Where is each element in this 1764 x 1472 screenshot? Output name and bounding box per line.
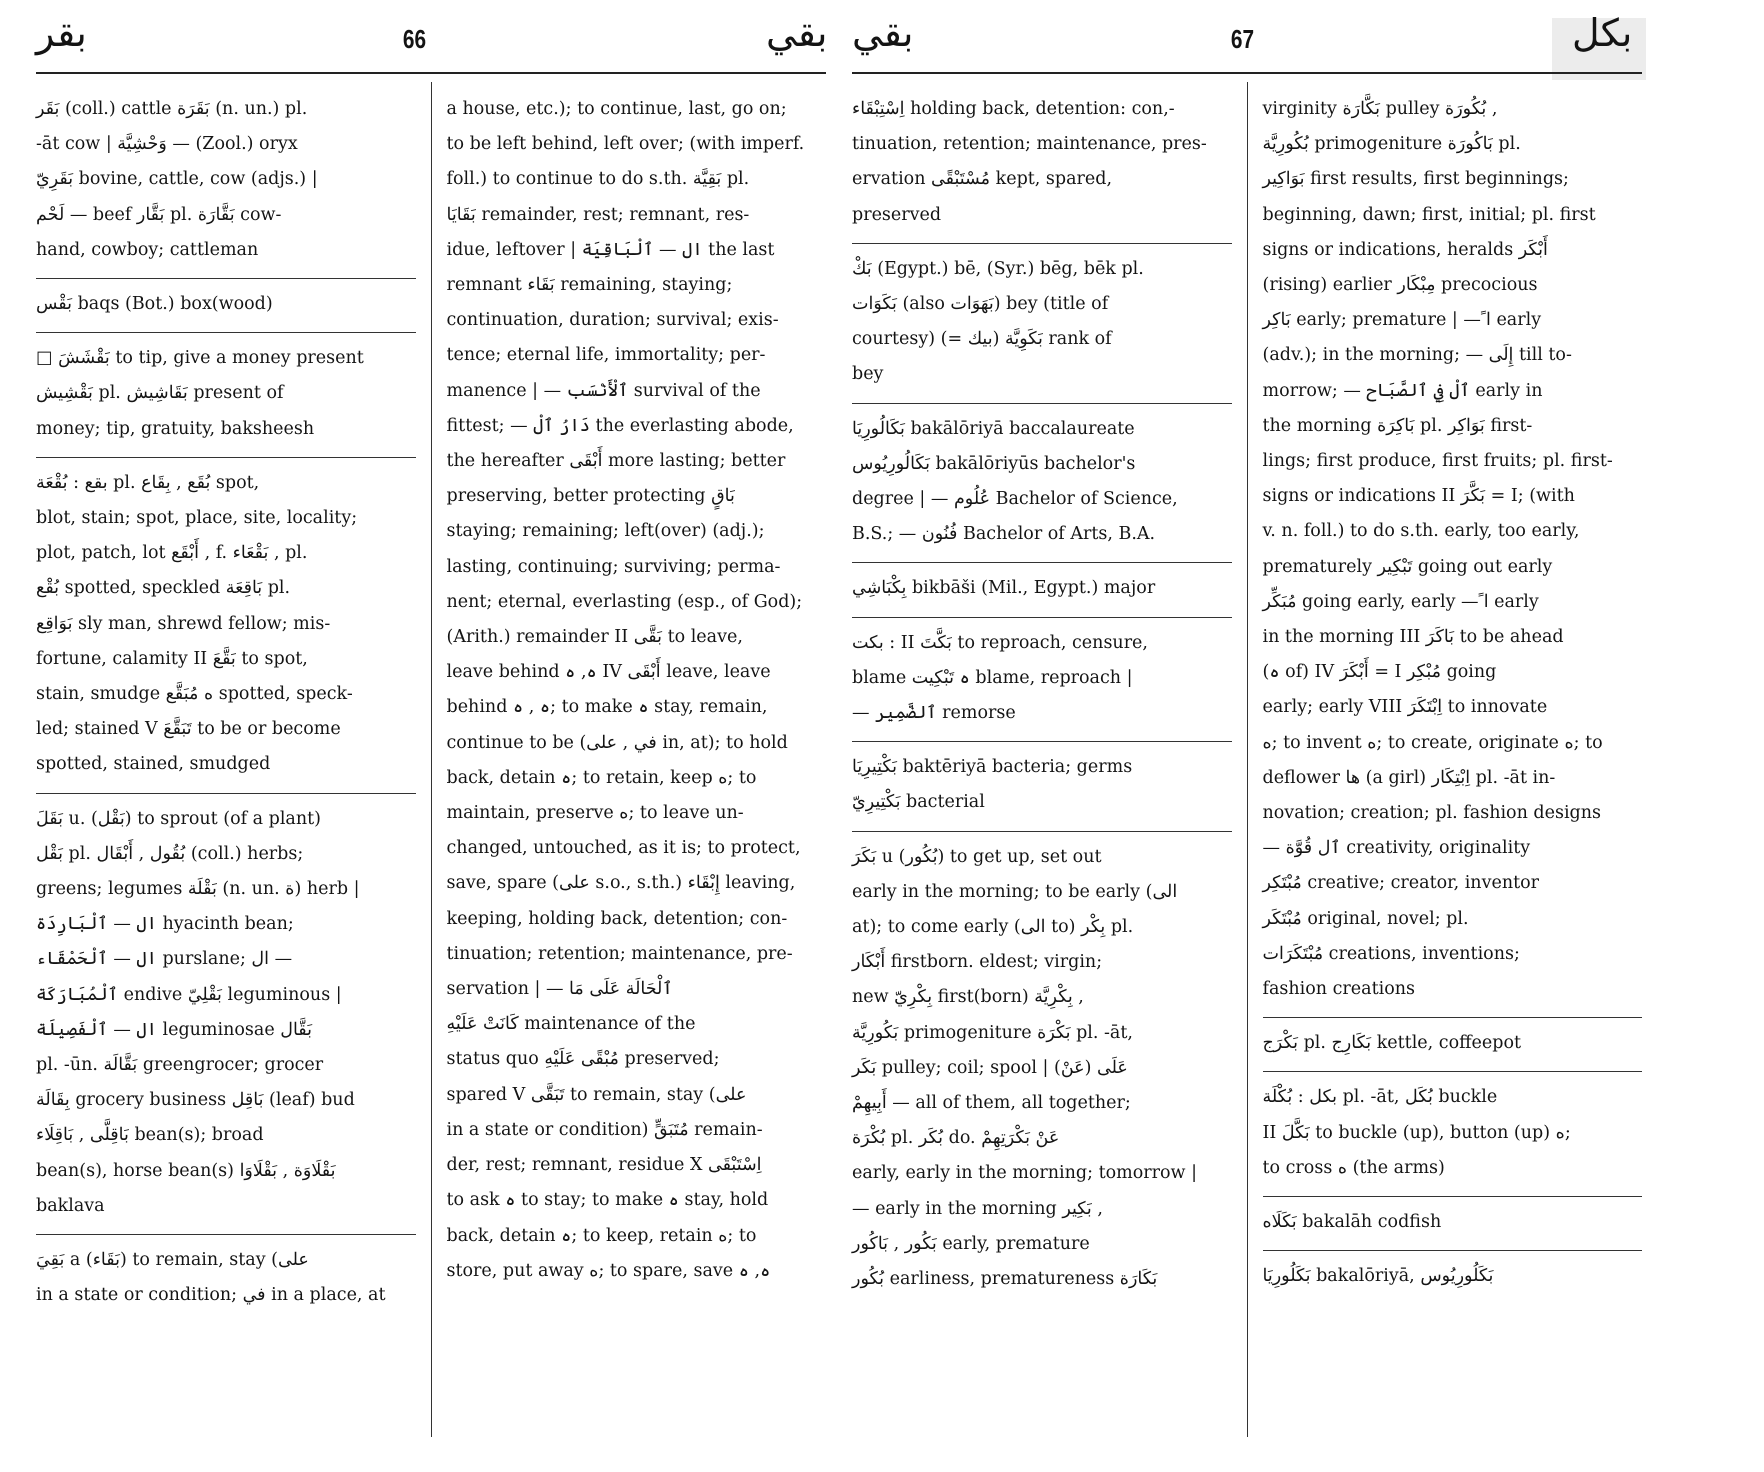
entry-line: بَوَاقِع sly man, shrewd fellow; mis-: [36, 613, 331, 634]
entry-line: بَكْتِيرِيَا baktēriyā bacteria; germs: [852, 757, 1133, 778]
dictionary-entry: [36, 464, 416, 794]
page-columns: [36, 82, 826, 1437]
entry-line: blot, stain; spot, place, site, locality;: [36, 508, 358, 529]
entry-line: foll.) to continue to do s.th. بَقِيَّة pl.: [446, 169, 750, 190]
entry-line: ال — ٱلْبَارِدَة hyacinth bean;: [36, 914, 294, 935]
entry-line: novation; creation; pl. fashion designs: [1262, 803, 1602, 824]
entry-line: to be left behind, left over; (with imperf.: [446, 134, 805, 155]
entry-line: lasting, continuing; surviving; perma-: [446, 556, 781, 577]
entry-line: signs or indications II بَكَّرَ = I; (with: [1262, 486, 1575, 507]
entry-line: أَبِيهِمْ — all of them, all together;: [852, 1093, 1131, 1114]
dictionary-entry: [852, 569, 1232, 617]
entry-line: deflower ها (a girl) اِبْتِكَار pl. -āt in-: [1262, 767, 1556, 788]
dictionary-entry: [1263, 1078, 1643, 1197]
dictionary-entry: [852, 748, 1232, 831]
entry-line: (rising) earlier مِبْكَار precocious: [1262, 275, 1538, 296]
entry-line: der, rest; remnant, residue X اِسْتَبْقَى: [446, 1155, 762, 1176]
entry-line: بكل : بُكْلَة pl. -āt, بُكَل buckle: [1262, 1087, 1498, 1108]
entry-line: (ہ of) IV أَبْكَرَ = I مُبْكِر going: [1262, 662, 1497, 683]
dictionary-entry: [36, 800, 416, 1235]
entry-line: early in the morning; to be early (الى: [852, 881, 1178, 902]
entry-line: ال — ٱلْحَمْقَاء purslane; ال —: [36, 949, 293, 970]
dictionary-entry: [852, 838, 1232, 1308]
entry-line: لَحْم — beef بَقَّار pl. بَقَّارَة cow-: [36, 204, 282, 225]
entry-line: manence | — ٱلْأَنْسَب survival of the: [446, 380, 761, 401]
entry-line: save, spare (على s.o., s.th.) إِبْقَاء leaving,: [446, 873, 796, 894]
entry-line: بَاقِلَّى , بَاقِلَاء bean(s); broad: [36, 1125, 264, 1146]
entry-line: fashion creations: [1262, 979, 1416, 1000]
page-header: [36, 0, 826, 76]
header-guide-word-last: بقر: [36, 11, 87, 55]
entry-line: بَكَلَاه bakalāh codfish: [1262, 1212, 1442, 1233]
dictionary-entry: [36, 339, 416, 458]
entry-line: ه; to invent ه; to create, originate ه; to: [1262, 732, 1603, 753]
entry-line: B.S.; — فُنُون Bachelor of Arts, B.A.: [852, 524, 1156, 545]
entry-line: -āt cow | وَحْشِيَّة — (Zool.) oryx: [36, 134, 298, 155]
entry-line: hand, cowboy; cattleman: [36, 239, 259, 260]
entry-line: بَكْرَج pl. بَكَارِج kettle, coffeepot: [1262, 1033, 1522, 1054]
entry-line: early, early in the morning; tomorrow |: [852, 1163, 1197, 1184]
entry-line: preserving, better protecting بَاقٍ: [446, 486, 735, 507]
entry-line: اِسْتِبْقَاء holding back, detention: con,-: [852, 99, 1175, 119]
entry-line: a house, etc.); to continue, last, go on;: [446, 99, 787, 119]
entry-line: كَانَتْ عَلَيْهِ maintenance of the: [446, 1014, 696, 1035]
header-guide-word-last: بكل: [1572, 11, 1633, 55]
dictionary-entry: [36, 1241, 416, 1323]
header-guide-word-first: بقي: [852, 11, 914, 55]
entry-line: bean(s), horse bean(s) بَقْلَاوَة , بَقْلَاوَا: [36, 1160, 336, 1181]
entry-line: in the morning III بَاكَرَ to be ahead: [1262, 627, 1564, 648]
entry-line: بُقْع spotted, speckled بَاقِعَة pl.: [36, 578, 291, 599]
column-divider: [431, 82, 432, 1437]
entry-line: stain, smudge ه مُبَقَّع spotted, speck-: [36, 684, 353, 705]
entry-line: أَبْكَار firstborn. eldest; virgin;: [852, 952, 1103, 973]
right-page: [852, 0, 1642, 1290]
entry-line: fittest; — دَارُ ٱلْ the everlasting abode,: [446, 415, 794, 436]
entry-line: بَكْتِيرِيّ bacterial: [852, 792, 985, 813]
entry-line: — ٱل قُوَّة creativity, originality: [1262, 838, 1531, 859]
entry-line: virginity بَكَّارَة pulley بُكُورَة ,: [1262, 99, 1498, 119]
entry-line: — ٱلضَّمِير remorse: [852, 703, 1016, 724]
dictionary-entry: [1263, 1024, 1643, 1072]
dictionary-entry: [447, 90, 827, 1299]
entry-line: money; tip, gratuity, baksheesh: [36, 418, 315, 439]
column-1: [852, 82, 1232, 1437]
entry-line: بَكَالُورِيَا bakālōriyā baccalaureate: [852, 418, 1135, 439]
page-columns: [852, 82, 1642, 1437]
dictionary-entry: [852, 624, 1232, 743]
entry-line: v. n. foll.) to do s.th. early, too early,: [1262, 521, 1580, 542]
page-number: 67: [1230, 24, 1255, 54]
entry-line: ال — ٱلْفَصِيلَة leguminosae بَقَّال: [36, 1019, 313, 1040]
entry-line: مُبْتَكِر creative; creator, inventor: [1262, 873, 1540, 894]
entry-line: preserved: [852, 204, 942, 225]
entry-line: بقع : بُقْعَة pl. بُقَع , بِقَاع spot,: [36, 472, 260, 493]
dictionary-entry: [1263, 90, 1643, 1018]
entry-line: بَكَر pulley; coil; spool | (عَنْ) عَلَى: [852, 1057, 1128, 1078]
entry-line: greens; legumes بَقْلَة (n. un. ة) herb |: [36, 879, 360, 900]
column-2: [1263, 82, 1643, 1437]
entry-line: بَقِيَ a (بَقَاء) to remain, stay (على: [36, 1250, 309, 1271]
entry-line: بَوَاكِير first results, first beginnings;: [1262, 169, 1569, 190]
entry-line: (Arith.) remainder II بَقَّى to leave,: [446, 627, 743, 648]
entry-line: بُكْرَة pl. بُكَر do. عَنْ بَكْرَتِهِمْ: [852, 1128, 1060, 1149]
dictionary-entry: [852, 410, 1232, 564]
entry-line: store, put away ه; to spare, save ه, ہ: [446, 1260, 771, 1281]
entry-line: morrow; — ٱلْ فِي ٱلصَّبَاح early in: [1262, 380, 1543, 401]
header-rule: [852, 72, 1642, 74]
entry-line: بِكْبَاشِي bikbāši (Mil., Egypt.) major: [852, 578, 1156, 599]
entry-line: remnant بَقَاء remaining, staying;: [446, 275, 733, 296]
entry-line: at); to come early (الى to) بِكْر pl.: [852, 917, 1134, 938]
entry-line: بَاكِر early; premature | — ًا early: [1262, 310, 1542, 331]
entry-line: staying; remaining; left(over) (adj.);: [446, 521, 765, 542]
entry-line: tinuation; retention; maintenance, pre-: [446, 943, 793, 964]
dictionary-entry: [852, 90, 1232, 244]
entry-line: بَكْ (Egypt.) bē, (Syr.) bēg, bēk pl.: [852, 258, 1144, 279]
entry-line: spared V تَبَقَّى to remain, stay (على: [446, 1084, 747, 1105]
entry-line: signs or indications, heralds أَبْكَر: [1262, 239, 1548, 260]
entry-line: (adv.); in the morning; — إِلَى till to-: [1262, 345, 1572, 366]
entry-line: continuation, duration; survival; exis-: [446, 310, 779, 331]
dictionary-entry: [1263, 1203, 1643, 1251]
column-2: [447, 82, 827, 1437]
entry-line: back, detain ہ; to keep, retain ه; to: [446, 1225, 757, 1246]
entry-line: مُبْتَكَر original, novel; pl.: [1262, 908, 1469, 929]
dictionary-entry: [852, 250, 1232, 404]
entry-line: II بَكَّلَ to buckle (up), button (up) ه;: [1262, 1122, 1571, 1143]
entry-line: led; stained V تَبَقَّعَ to be or become: [36, 719, 341, 740]
dictionary-entry: [36, 285, 416, 333]
entry-line: spotted, stained, smudged: [36, 754, 271, 775]
entry-line: بَكُور , بَاكُور early, premature: [852, 1233, 1090, 1254]
entry-line: بُكُورِيَّة primogeniture بَاكُورَة pl.: [1262, 134, 1521, 155]
entry-line: to cross ه (the arms): [1262, 1157, 1445, 1178]
entry-line: بَكَلُورِيَا bakalōriyā, بَكَلُورِيُوس: [1262, 1266, 1494, 1287]
entry-line: fortune, calamity II بَقَّعَ to spot,: [36, 648, 308, 669]
entry-line: beginning, dawn; first, initial; pl. first: [1262, 204, 1596, 225]
entry-line: maintain, preserve ه; to leave un-: [446, 803, 744, 824]
column-1: [36, 82, 416, 1437]
entry-line: early; early VIII اِبْتَكَرَ to innovate: [1262, 697, 1548, 718]
entry-line: to ask ہ to stay; to make ہ stay, hold: [446, 1190, 769, 1211]
entry-line: changed, untouched, as it is; to protect,: [446, 838, 801, 859]
entry-line: بُكُور earliness, prematureness بَكَارَة: [852, 1269, 1158, 1290]
header-rule: [36, 72, 826, 74]
entry-line: prematurely تَبْكِير going out early: [1262, 556, 1553, 577]
entry-line: بَقْس baqs (Bot.) box(wood): [36, 294, 273, 315]
entry-line: بَقَايَا remainder, rest; remnant, res-: [446, 204, 750, 225]
entry-line: بَكَوَات (also بَهَوَات) bey (title of: [852, 294, 1109, 315]
entry-line: lings; first produce, first fruits; pl. first-: [1262, 451, 1613, 472]
entry-line: مُبَكِّر going early, early — ًا early: [1262, 591, 1539, 612]
entry-line: the morning بَاكِرَة pl. بَوَاكِر first-: [1262, 415, 1533, 436]
entry-line: idue, leftover | ال — ٱلْبَاقِيَة the last: [446, 239, 775, 260]
page-header: [852, 0, 1642, 76]
entry-line: plot, patch, lot أَبْقَع , f. بَقْعَاء , pl.: [36, 543, 308, 564]
entry-line: the hereafter أَبْقَى more lasting; better: [446, 451, 786, 472]
entry-line: blame ہ تَبْكِيت blame, reproach |: [852, 667, 1133, 688]
entry-line: — early in the morning بَكِير ,: [852, 1198, 1103, 1219]
column-divider: [1247, 82, 1248, 1437]
left-page: [36, 0, 828, 1306]
page-number: 66: [402, 24, 427, 54]
entry-line: □ بَقْشَشَ to tip, give a money present: [36, 348, 364, 369]
entry-line: continue to be (في , على in, at); to hold: [446, 732, 788, 753]
entry-line: degree | — عُلُوم Bachelor of Science,: [852, 489, 1178, 510]
entry-line: بَقَر (coll.) cattle بَقَرَة (n. un.) pl.: [36, 99, 308, 119]
entry-line: ٱلْمُبَارَكَة endive بَقْلِيّ leguminous |: [36, 984, 342, 1005]
entry-line: بَكُورِيَّة primogeniture بَكْرَة pl. -āt,: [852, 1022, 1133, 1043]
entry-line: status quo مُبْقًى عَلَيْهِ preserved;: [446, 1049, 720, 1070]
entry-line: بَقَلَ u. (بَقْل) to sprout (of a plant): [36, 808, 321, 829]
entry-line: بِقَالَة grocery business بَاقِل (leaf) bud: [36, 1090, 355, 1111]
dictionary-entry: [36, 90, 416, 279]
header-guide-word-first: بقي: [766, 11, 828, 55]
entry-line: tinuation, retention; maintenance, pres-: [852, 134, 1207, 155]
entry-line: بَكَرَ u (بُكُور) to get up, set out: [852, 846, 1102, 867]
entry-line: ervation مُسْتَبْقًى kept, spared,: [852, 169, 1113, 190]
entry-line: مُبْتَكَرَات creations, inventions;: [1262, 943, 1520, 964]
entry-line: tence; eternal life, immortality; per-: [446, 345, 766, 366]
entry-line: baklava: [36, 1195, 105, 1216]
entry-line: بَقَرِيّ bovine, cattle, cow (adjs.) |: [36, 169, 318, 190]
entry-line: pl. -ūn. بَقَّالَة greengrocer; grocer: [36, 1055, 324, 1076]
entry-line: in a state or condition; في in a place, at: [36, 1285, 386, 1306]
entry-line: بَكَالُورِيُوس bakālōriyūs bachelor's: [852, 453, 1136, 474]
entry-line: behind ه , ہ; to make ہ stay, remain,: [446, 697, 768, 718]
entry-line: servation | — ٱلْحَالَة عَلَى مَا: [446, 979, 673, 1000]
entry-line: new بِكْرِيّ first(born) بِكْرِيَّة ,: [852, 987, 1084, 1008]
entry-line: keeping, holding back, detention; con-: [446, 908, 788, 929]
entry-line: nent; eternal, everlasting (esp., of God);: [446, 591, 803, 612]
entry-line: courtesy) (= بيك) بَكَوِيَّة rank of: [852, 329, 1112, 350]
entry-line: بكت : II بَكَّتَ to reproach, censure,: [852, 632, 1148, 653]
entry-line: leave behind ه, ہ IV أَبْقَى leave, leave: [446, 662, 771, 683]
entry-line: back, detain ہ; to retain, keep ه; to: [446, 767, 757, 788]
entry-line: بَقْشِيش pl. بَقَاشِيش present of: [36, 383, 284, 404]
dictionary-entry: [1263, 1257, 1643, 1304]
entry-line: bey: [852, 364, 884, 385]
entry-line: بَقْل pl. بُقُول , أَبْقَال (coll.) herbs;: [36, 843, 304, 864]
entry-line: in a state or condition) مُتَبَقٍّ remain-: [446, 1119, 763, 1140]
